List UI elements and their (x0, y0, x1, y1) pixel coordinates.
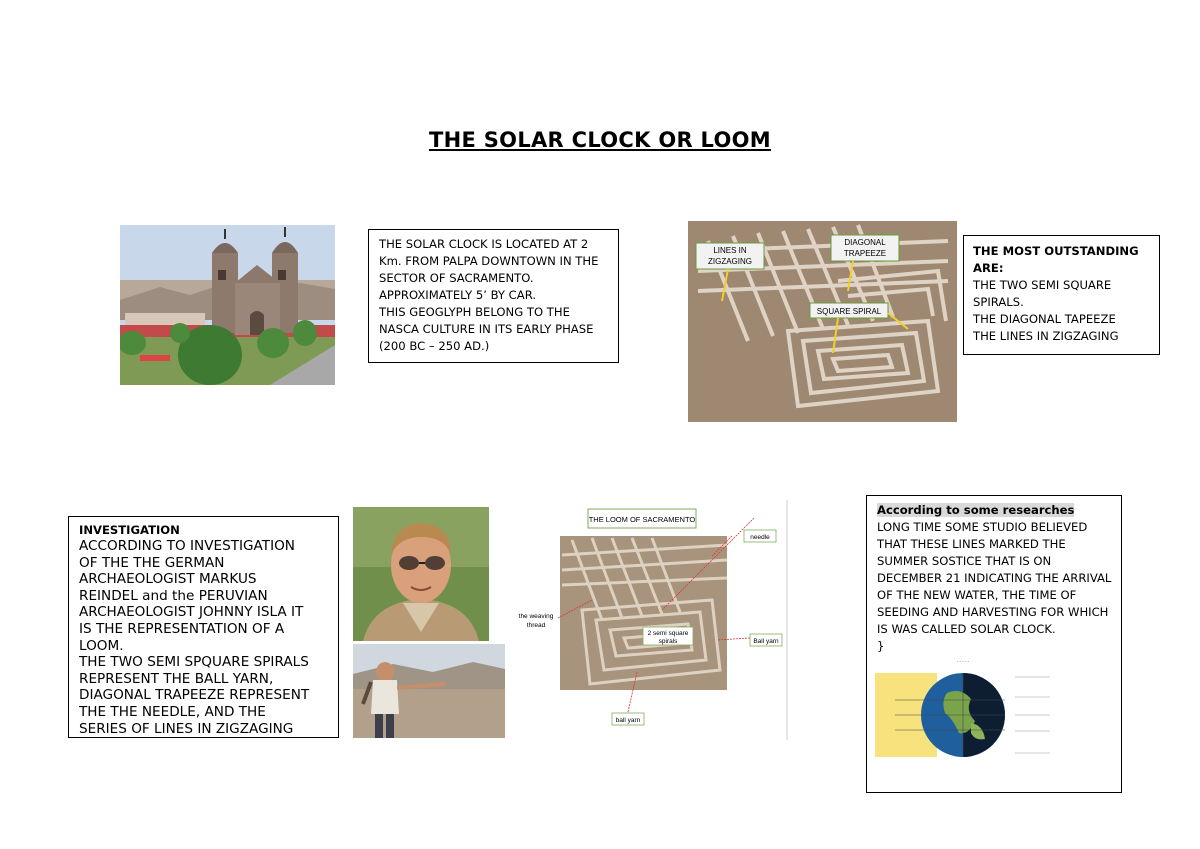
geoglyph-aerial-photo (688, 221, 957, 422)
location-line: SECTOR OF SACRAMENTO. (379, 271, 534, 285)
svg-text:SQUARE SPIRAL: SQUARE SPIRAL (816, 307, 882, 316)
researches-line: } (877, 639, 885, 653)
investigation-line: THE THE NEEDLE, AND THE (79, 703, 266, 720)
investigation-line: THE TWO SEMI SPQUARE SPIRALS (79, 654, 309, 671)
outstanding-heading: ARE: (973, 261, 1004, 275)
svg-text:TRAPEEZE: TRAPEEZE (843, 249, 887, 258)
researches-line: SEEDING AND HARVESTING FOR WHICH (877, 605, 1109, 619)
outstanding-line: THE LINES IN ZIGZAGING (973, 329, 1119, 343)
location-line: Km. FROM PALPA DOWNTOWN IN THE (379, 254, 599, 268)
investigation-line: IS THE REPRESENTATION OF A (79, 620, 285, 637)
researches-line: THAT THESE LINES MARKED THE (877, 537, 1066, 551)
location-line: THE SOLAR CLOCK IS LOCATED AT 2 (379, 237, 589, 251)
researches-heading: According to some researches (877, 503, 1075, 517)
location-line: THIS GEOGLYPH BELONG TO THE (379, 305, 570, 319)
researches-line: DECEMBER 21 INDICATING THE ARRIVAL (877, 571, 1112, 585)
outstanding-heading: THE MOST OUTSTANDING (973, 244, 1139, 258)
svg-text:2 semi square: 2 semi square (647, 630, 689, 637)
svg-text:THE LOOM OF SACRAMENTO: THE LOOM OF SACRAMENTO (588, 515, 696, 524)
location-line: APPROXIMATELY 5’ BY CAR. (379, 288, 537, 302)
svg-text:needle: needle (750, 534, 770, 541)
solstice-earth-diagram (875, 655, 1065, 770)
outstanding-text-box (963, 235, 1160, 355)
researches-line: LONG TIME SOME STUDIO BELIEVED (877, 520, 1088, 534)
svg-text:Ball yarn: Ball yarn (753, 638, 779, 645)
outstanding-line: THE DIAGONAL TAPEEZE (973, 312, 1116, 326)
investigation-line: REPRESENT THE BALL YARN, (79, 670, 274, 687)
outstanding-line: THE TWO SEMI SQUARE (973, 278, 1112, 292)
svg-text:thread: thread (526, 622, 546, 629)
location-line: NASCA CULTURE IN ITS EARLY PHASE (379, 322, 594, 336)
investigation-line: LOOM. (79, 637, 124, 654)
location-line: (200 BC – 250 AD.) (379, 339, 490, 353)
researches-line: SUMMER SOSTICE THAT IS ON (877, 554, 1052, 568)
investigation-line: REINDEL and the PERUVIAN (79, 587, 268, 604)
investigation-line: SERIES OF LINES IN ZIGZAGING (79, 720, 294, 737)
archaeologist-portrait-photo (353, 507, 489, 641)
archaeologist-field-photo (353, 644, 505, 738)
geoglyph-label-lines: LINES IN (713, 246, 747, 255)
svg-text:ZIGZAGING: ZIGZAGING (708, 257, 752, 266)
investigation-line: ARCHAEOLOGIST JOHNNY ISLA IT (79, 604, 304, 621)
svg-text:spirals: spirals (658, 638, 678, 645)
location-text-box (368, 229, 619, 363)
investigation-line: OF THE THE GERMAN (79, 554, 225, 571)
investigation-line: ACCORDING TO INVESTIGATION (79, 538, 295, 554)
investigation-line: DIAGONAL TRAPEEZE REPRESENT (79, 687, 310, 704)
researches-line: OF THE NEW WATER, THE TIME OF (877, 588, 1077, 602)
page-title: THE SOLAR CLOCK OR LOOM (428, 128, 771, 152)
loom-diagram (512, 500, 789, 740)
svg-text:ball yarn: ball yarn (615, 717, 641, 724)
svg-text:the weaving: the weaving (518, 613, 554, 620)
outstanding-line: SPIRALS. (973, 295, 1024, 309)
church-photo (120, 225, 335, 385)
svg-text:- - - - -: - - - - - (956, 659, 970, 664)
svg-text:DIAGONAL: DIAGONAL (844, 238, 886, 247)
investigation-line: ARCHAEOLOGIST MARKUS (79, 571, 257, 588)
researches-line: IS WAS CALLED SOLAR CLOCK. (877, 622, 1056, 636)
investigation-text-box (68, 516, 339, 738)
investigation-heading: INVESTIGATION (79, 523, 180, 537)
